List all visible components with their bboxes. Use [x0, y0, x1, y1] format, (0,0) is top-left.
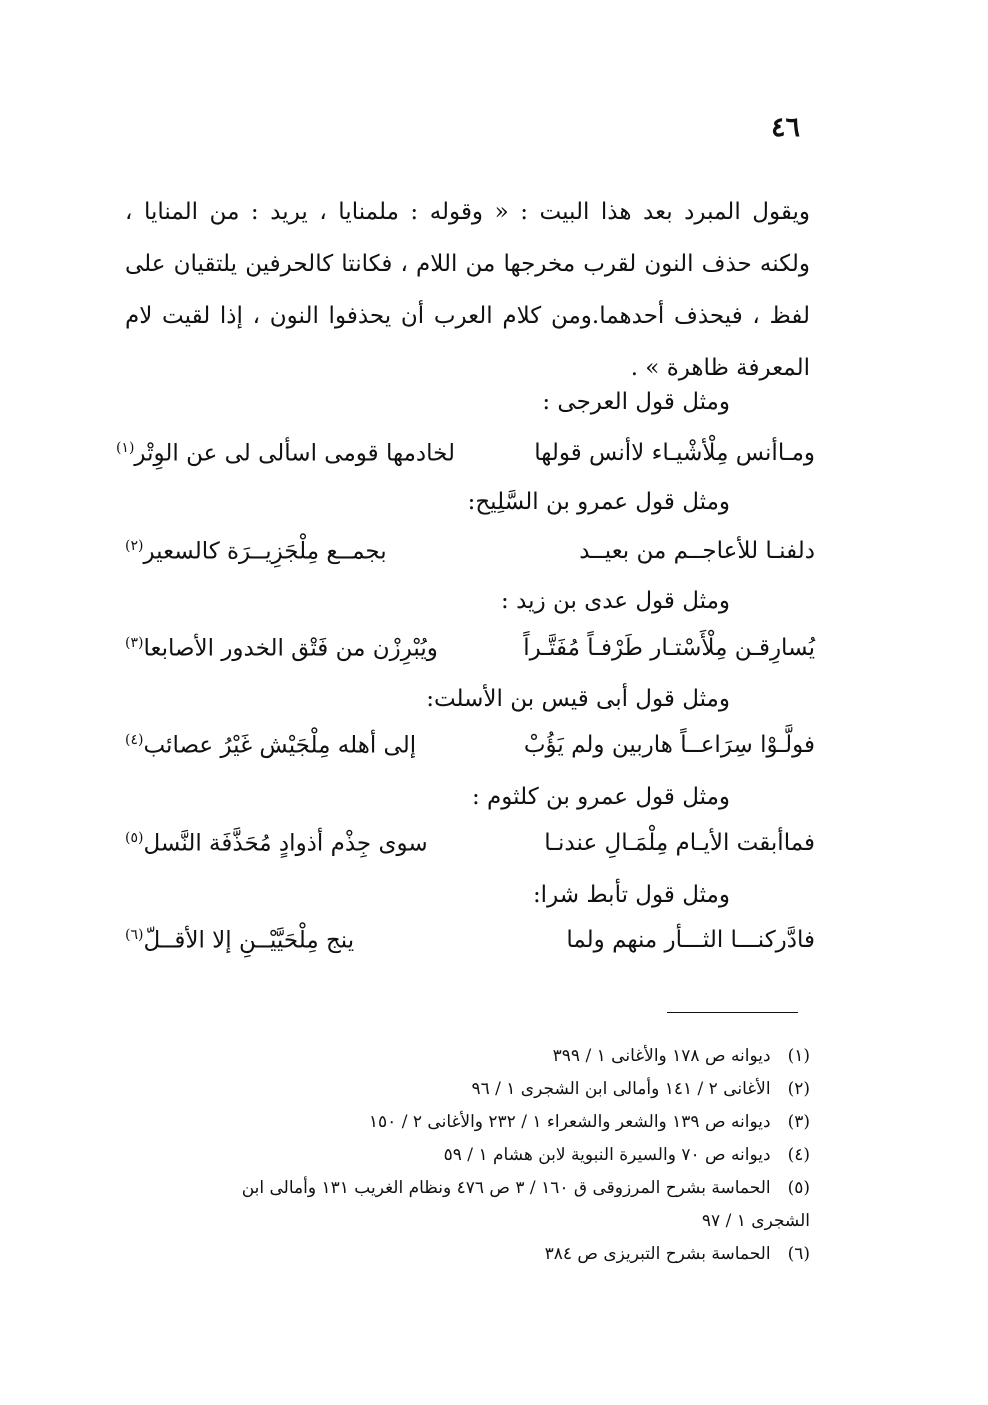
footnote-separator: [667, 1012, 798, 1013]
verse-second-hemistich: [125, 538, 455, 565]
verse-first-hemistich: فادَّركنـــا الثـــأر منهم ولما: [566, 927, 815, 953]
footnote-marker: (٢): [125, 538, 144, 554]
footnote-number: (٦): [787, 1244, 810, 1264]
footnote-number: (٣): [787, 1112, 810, 1132]
footnote-marker: (٥): [125, 830, 144, 846]
verse-second-hemistich: [125, 732, 455, 759]
verse-first-hemistich: ومـاأنس مِلْأشْيـاء لاأنس قولها: [534, 440, 815, 466]
footnote-text: الحماسة بشرح التبريزى ص ٣٨٤: [544, 1244, 771, 1264]
footnote-text: ديوانه ص ٧٠ والسيرة النبوية لابن هشام ١ / ٥٩: [443, 1145, 771, 1165]
verse-line: [125, 635, 815, 683]
footnote: [125, 1139, 810, 1172]
footnote-marker: (١): [115, 440, 135, 456]
verse-second-hemistich-text: بجمــع مِلْجَزِيــرَة كالسعير: [143, 538, 387, 565]
footnote: [125, 1238, 810, 1271]
footnote-text: الحماسة بشرح المرزوقى ق ١٦٠ / ٣ ص ٤٧٦ ونظام الغريب ١٣١ وأمالى ابن: [241, 1178, 771, 1198]
verse-first-hemistich: فولَّـوْا سِرَاعــاً هاربين ولم يَؤُبْ: [523, 732, 815, 758]
example-intro: ومثل قول عدى بن زيد :: [501, 588, 730, 614]
example-intro: ومثل قول تأبط شرا:: [532, 882, 730, 908]
footnote: [125, 1106, 810, 1139]
verse-line: [115, 440, 815, 488]
verse-second-hemistich: [125, 830, 455, 857]
footnote-number: (٤): [787, 1145, 810, 1165]
verse-line: [125, 538, 815, 586]
commentary-paragraph: [125, 186, 810, 394]
footnote-continuation: الشجرى ١ / ٩٧: [701, 1211, 810, 1231]
footnote-marker: (٣): [125, 635, 144, 651]
footnote-marker: (٦): [125, 927, 144, 943]
footnote-text: ديوانه ص ١٣٩ والشعر والشعراء ١ / ٢٣٢ والأغانى ٢ / ١٥٠: [368, 1112, 771, 1132]
verse-second-hemistich-text: ينج مِلْحَيَّيْــنِ إلا الأقــلّ: [143, 927, 355, 954]
verse-line: [125, 927, 815, 975]
verse-second-hemistich: [115, 440, 455, 467]
example-intro: ومثل قول العرجى :: [542, 389, 730, 415]
paragraph-line: ولكنه حذف النون لقرب مخرجها من اللام ، فكانتا كالحرفين يلتقيان على: [125, 251, 810, 277]
verse-second-hemistich-text: سوى جِذْم أذوادٍ مُحَذَّفَة النَّسل: [143, 830, 428, 857]
verse-line: [125, 732, 815, 780]
page-number: ٤٦: [770, 112, 800, 143]
footnote-number: (٥): [787, 1178, 810, 1198]
footnote: [125, 1172, 810, 1205]
example-intro: ومثل قول عمرو بن السَّلِيح:: [467, 489, 730, 515]
verse-first-hemistich: فماأبقت الأيـام مِلْمَـالِ عندنـا: [544, 830, 815, 856]
verse-second-hemistich: [125, 635, 455, 662]
footnote-number: (١): [787, 1046, 810, 1066]
verse-second-hemistich: [125, 927, 455, 954]
verse-first-hemistich: دلفنـا للأعاجــم من بعيــد: [579, 538, 815, 564]
verse-second-hemistich-text: إلى أهله مِلْجَيْش غَيْرُ عصائب: [143, 732, 417, 759]
footnote-text: الأغانى ٢ / ١٤١ وأمالى ابن الشجرى ١ / ٩٦: [471, 1079, 771, 1099]
footnote: [125, 1040, 810, 1073]
verse-line: [125, 830, 815, 878]
footnotes: [125, 1040, 810, 1271]
verse-second-hemistich-text: لخادمها قومى اسألى لى عن الوِتْر: [134, 440, 455, 467]
footnote-text: ديوانه ص ١٧٨ والأغانى ١ / ٣٩٩: [552, 1046, 771, 1066]
footnote: [125, 1073, 810, 1106]
footnote-marker: (٤): [125, 732, 144, 748]
paragraph-line: ويقول المبرد بعد هذا البيت : « وقوله : ملمنايا ، يريد : من المنايا ،: [125, 199, 810, 225]
paragraph-line: المعرفة ظاهرة » .: [630, 355, 810, 381]
example-intro: ومثل قول عمرو بن كلثوم :: [471, 784, 730, 810]
verse-second-hemistich-text: ويُبْرِزْن من فَتْق الخدور الأصابعا: [143, 635, 438, 662]
paragraph-line: لفظ ، فيحذف أحدهما.ومن كلام العرب أن يحذفوا النون ، إذا لقيت لام: [125, 303, 810, 329]
footnote-number: (٢): [787, 1079, 810, 1099]
example-intro: ومثل قول أبى قيس بن الأسلت:: [426, 686, 730, 712]
verse-first-hemistich: يُسارِقـن مِلْأَسْتـار طَرْفـاً مُفَتَّـراً: [523, 635, 815, 661]
